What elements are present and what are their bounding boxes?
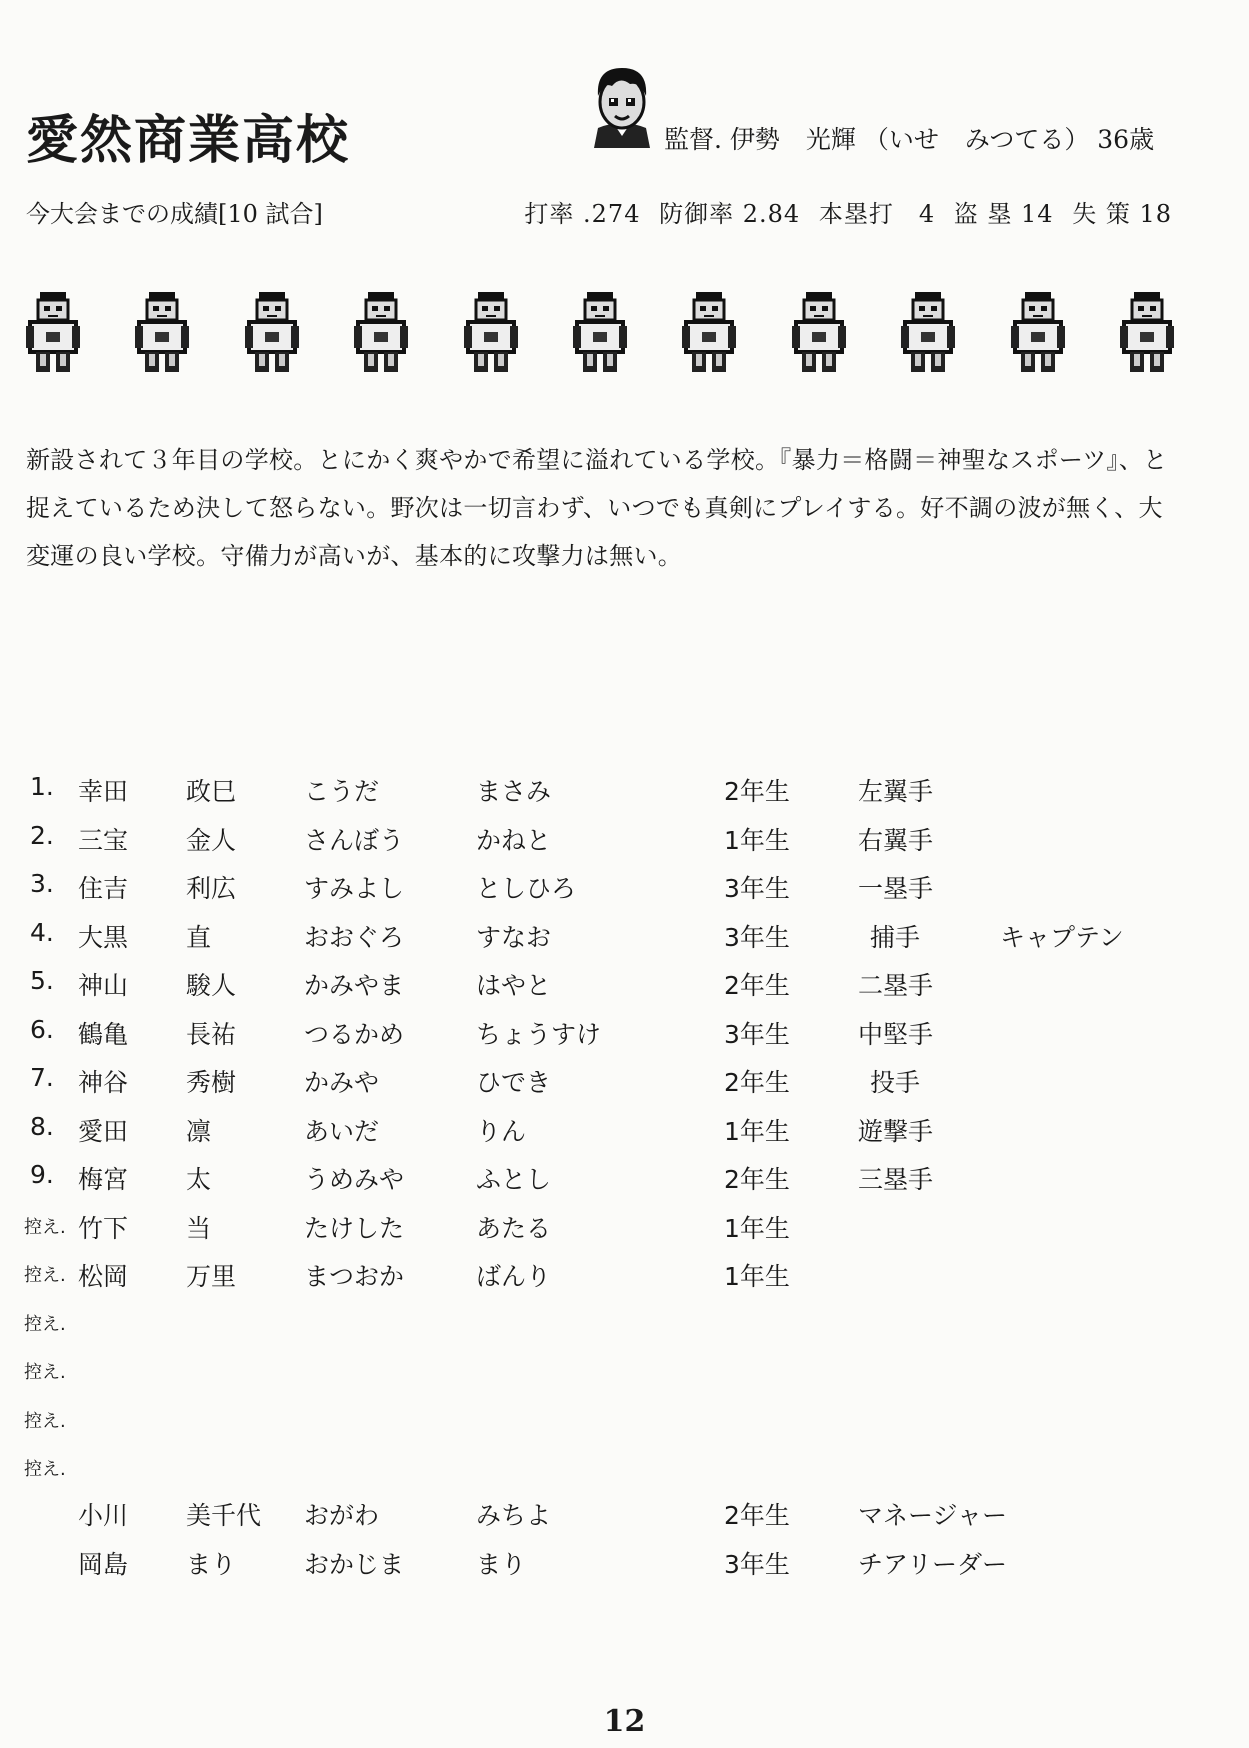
stolen-bases: 盗 塁 14 [953, 200, 1054, 228]
errors: 失 策 18 [1072, 200, 1172, 228]
staff-year: 2年生 [724, 1501, 790, 1530]
player-year: 1年生 [724, 1213, 790, 1243]
player-first-name: 利広 [186, 874, 237, 903]
staff-year: 3年生 [724, 1549, 790, 1579]
player-first-name: 太 [186, 1165, 212, 1194]
player-last-kana: あいだ [304, 1116, 380, 1146]
player-sprites-row [26, 290, 1174, 374]
record-stats [514, 194, 1172, 229]
player-position: 右翼手 [858, 825, 934, 855]
player-last-name: 竹下 [78, 1213, 129, 1243]
player-last-name: 神山 [78, 971, 129, 1000]
player-last-kana: さんぼう [304, 825, 405, 855]
staff-role: マネージャー [858, 1501, 1008, 1530]
roster-number: 5. [30, 966, 54, 995]
player-first-kana: はやと [476, 971, 552, 1000]
player-first-kana: としひろ [476, 874, 577, 903]
school-description: 新設されて３年目の学校。とにかく爽やかで希望に溢れている学校。『暴力＝格闘＝神聖なスポーツ』、と捉えているため決して怒らない。野次は一切言わず、いつでも真剣にプレイする。好不調の波が無く、大変運の良い学校。守備力が高いが、基本的に攻撃力は無い。 [26, 446, 1168, 570]
roster-row [24, 1451, 1204, 1500]
player-year: 3年生 [724, 1019, 790, 1049]
player-position: 左翼手 [858, 777, 934, 806]
player-sprite-icon [245, 290, 299, 374]
roster-row [24, 1403, 1204, 1452]
tournament-record [26, 194, 1172, 229]
roster-number: 控え. [24, 1216, 66, 1238]
player-last-kana: こうだ [304, 777, 380, 806]
player-sprite-icon [573, 290, 627, 374]
player-first-kana: ふとし [476, 1165, 552, 1194]
earned-run-average: 防御率 2.84 [659, 200, 801, 228]
roster-row [24, 869, 1204, 918]
staff-first-name: 美千代 [186, 1501, 262, 1530]
player-year: 1年生 [724, 825, 790, 855]
batting-average: 打率 .274 [524, 200, 641, 228]
player-last-kana: たけした [304, 1213, 405, 1243]
player-last-name: 幸田 [78, 777, 129, 806]
player-first-name: 秀樹 [186, 1068, 237, 1097]
player-sprite-icon [1011, 290, 1065, 374]
roster-row [24, 1112, 1204, 1161]
player-first-name: 政巳 [186, 777, 237, 806]
player-last-kana: すみよし [304, 874, 405, 903]
player-last-name: 神谷 [78, 1068, 129, 1097]
player-first-kana: すなお [476, 922, 552, 952]
player-year: 1年生 [724, 1262, 790, 1291]
roster-row [24, 1063, 1204, 1112]
player-first-kana: あたる [476, 1213, 552, 1243]
player-position: 中堅手 [858, 1019, 934, 1049]
roster-number: 8. [30, 1111, 54, 1141]
roster-row [24, 1160, 1204, 1209]
player-last-kana: つるかめ [304, 1019, 405, 1049]
coach-info [664, 120, 1154, 156]
staff-list [24, 1496, 1204, 1593]
player-first-kana: りん [476, 1116, 527, 1146]
roster-number: 控え. [24, 1459, 66, 1480]
staff-last-name: 岡島 [78, 1549, 129, 1579]
player-year: 1年生 [724, 1116, 790, 1146]
roster-table [24, 772, 1204, 1500]
roster-number: 控え. [24, 1362, 66, 1383]
player-year: 2年生 [724, 1068, 790, 1097]
staff-last-kana: おかじま [304, 1549, 405, 1579]
school-title: 愛然商業高校 [26, 111, 351, 171]
roster-number: 6. [30, 1014, 54, 1044]
player-last-name: 三宝 [78, 825, 129, 855]
player-position: 遊撃手 [858, 1116, 934, 1146]
record-label: 今大会までの成績[10 試合] [26, 200, 323, 228]
player-sprite-icon [464, 290, 518, 374]
staff-first-kana: まり [476, 1549, 527, 1579]
player-last-kana: かみやま [304, 971, 405, 1000]
coach-reading-open: （いせ [863, 125, 939, 154]
player-last-name: 愛田 [78, 1116, 129, 1146]
player-sprite-icon [135, 290, 189, 374]
staff-row [24, 1545, 1204, 1594]
player-first-name: 当 [186, 1213, 212, 1243]
player-last-name: 鶴亀 [78, 1019, 129, 1049]
coach-last-name: 伊勢 [729, 125, 780, 154]
player-first-name: 長祐 [186, 1019, 237, 1049]
player-role: キャプテン [1000, 922, 1124, 952]
player-last-name: 大黒 [78, 922, 129, 952]
roster-number: 控え. [24, 1313, 66, 1335]
player-position: 一塁手 [858, 874, 934, 903]
player-last-kana: うめみや [304, 1165, 405, 1194]
player-year: 3年生 [724, 874, 790, 903]
player-sprite-icon [1120, 290, 1174, 374]
roster-number: 1. [30, 772, 54, 801]
player-year: 2年生 [724, 971, 790, 1000]
player-sprite-icon [26, 290, 80, 374]
staff-last-kana: おがわ [304, 1501, 380, 1530]
roster-row [24, 966, 1204, 1015]
roster-number: 控え. [24, 1265, 66, 1286]
player-last-name: 梅宮 [78, 1165, 129, 1194]
roster-row [24, 1015, 1204, 1064]
player-year: 2年生 [724, 1165, 790, 1194]
player-position: 三塁手 [858, 1165, 934, 1194]
coach-first-name: 光輝 [805, 125, 856, 154]
staff-last-name: 小川 [78, 1501, 129, 1530]
roster-number: 2. [30, 820, 54, 850]
player-sprite-icon [354, 290, 408, 374]
player-first-kana: まさみ [476, 777, 552, 806]
roster-number: 控え. [24, 1410, 66, 1432]
staff-first-name: まり [186, 1549, 237, 1579]
player-last-kana: おおぐろ [304, 922, 405, 952]
player-sprite-icon [682, 290, 736, 374]
player-first-name: 凛 [186, 1116, 212, 1146]
player-year: 3年生 [724, 922, 790, 952]
player-position: 捕手 [870, 922, 921, 952]
roster-row [24, 918, 1204, 967]
roster-number: 4. [30, 917, 54, 947]
roster-number: 9. [30, 1160, 54, 1189]
staff-role: チアリーダー [858, 1549, 1008, 1579]
roster-row [24, 1209, 1204, 1258]
coach-age: 36歳 [1097, 125, 1155, 154]
home-runs: 本塁打 4 [818, 200, 936, 228]
player-first-name: 直 [186, 922, 212, 952]
player-first-kana: ばんり [476, 1262, 552, 1291]
coach-label: 監督. [664, 125, 722, 154]
page-number: 12 [603, 1704, 646, 1739]
coach-reading-close: みつてる） [964, 125, 1090, 154]
player-sprite-icon [901, 290, 955, 374]
player-sprite-icon [792, 290, 846, 374]
staff-row [24, 1496, 1204, 1545]
player-last-name: 住吉 [78, 874, 129, 903]
roster-row [24, 1306, 1204, 1355]
roster-row [24, 1257, 1204, 1306]
roster-row [24, 821, 1204, 870]
roster-row [24, 772, 1204, 821]
staff-first-kana: みちよ [476, 1501, 552, 1530]
roster-row [24, 1354, 1204, 1403]
roster-number: 3. [30, 869, 54, 898]
coach-portrait-icon [584, 62, 660, 148]
player-first-name: 万里 [186, 1262, 237, 1291]
player-position: 二塁手 [858, 971, 934, 1000]
player-first-name: 金人 [186, 825, 237, 855]
player-last-kana: かみや [304, 1068, 380, 1097]
player-first-name: 駿人 [186, 971, 237, 1000]
player-last-kana: まつおか [304, 1262, 405, 1291]
player-first-kana: かねと [476, 825, 552, 855]
player-first-kana: ちょうすけ [476, 1019, 602, 1049]
roster-number: 7. [30, 1063, 54, 1092]
player-last-name: 松岡 [78, 1262, 129, 1291]
player-year: 2年生 [724, 777, 790, 806]
player-position: 投手 [870, 1068, 921, 1097]
player-first-kana: ひでき [476, 1068, 552, 1097]
